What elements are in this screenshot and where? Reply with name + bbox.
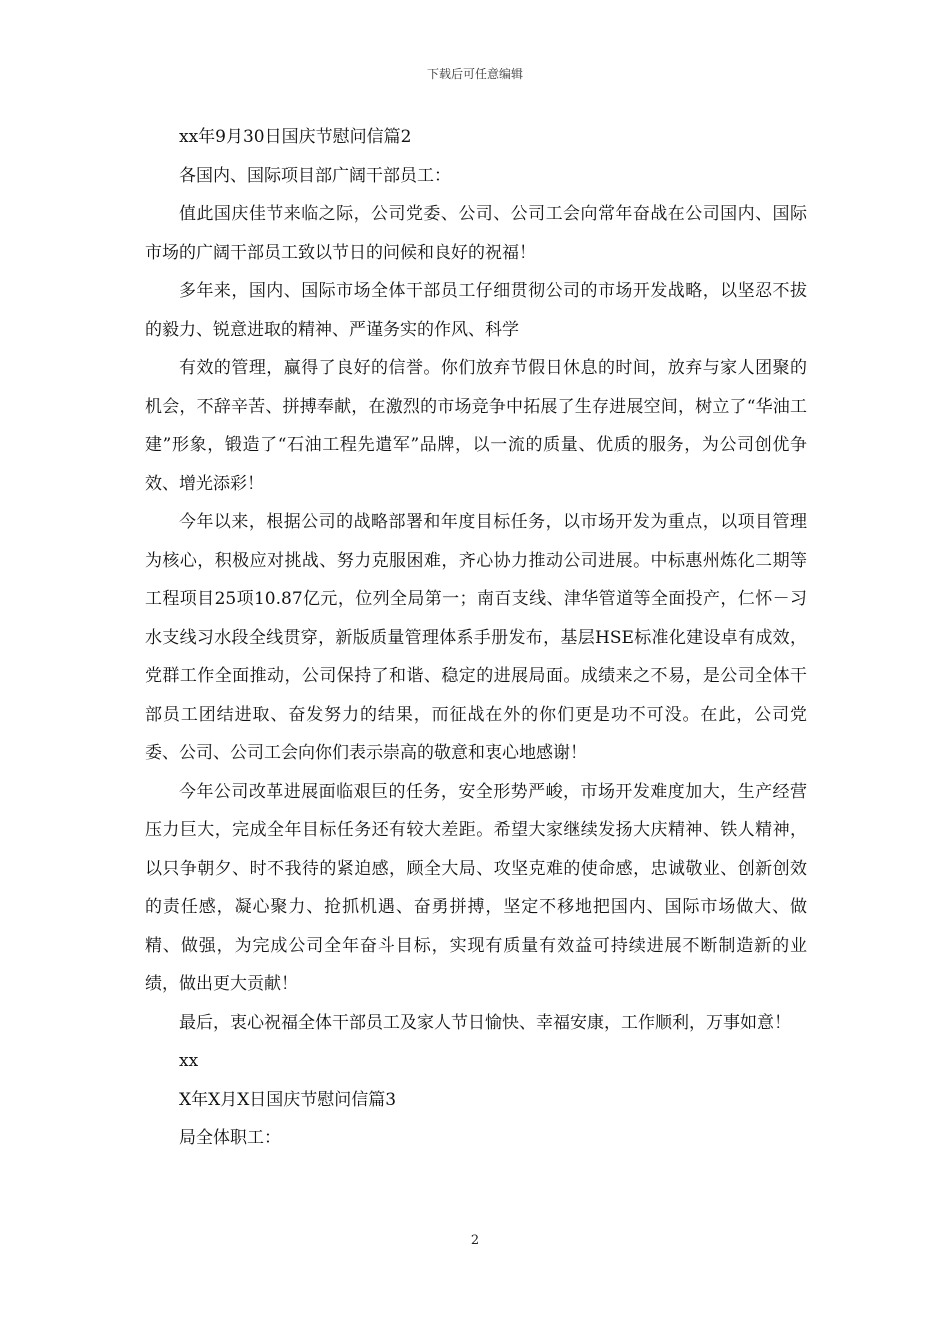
paragraph-strategy: 多年来，国内、国际市场全体干部员工仔细贯彻公司的市场开发战略，以坚忍不拔的毅力、锐意进取的精神、严谨务实的作风、科学 bbox=[145, 281, 807, 340]
next-letter-title: X年X月X日国庆节慰问信篇3 bbox=[179, 1089, 397, 1110]
page-header: 下载后可任意编辑 bbox=[426, 67, 523, 81]
letter-signature: xx bbox=[179, 1051, 199, 1071]
paragraph-greeting: 值此国庆佳节来临之际，公司党委、公司、公司工会向常年奋战在公司国内、国际市场的广阔干部员工致以节日的问候和良好的祝福！ bbox=[145, 204, 807, 263]
paragraph-achievements: 今年以来，根据公司的战略部署和年度目标任务，以市场开发为重点，以项目管理为核心，积极应对挑战、努力克服困难，齐心协力推动公司进展。中标惠州炼化二期等工程项目25项10.87亿元，位列全局第一；南百支线、津华管道等全面投产，仁怀－习水支线习水段全线贯穿，新版质量管理体系手册发布，基层HSE标准化建设卓有成效，党群工作全面推动，公司保持了和谐、稳定的进展局面。成绩来之不易，是公司全体干部员工团结进取、奋发努力的结果，而征战在外的你们更是功不可没。在此，公司党委、公司、公司工会向你们表示崇高的敬意和衷心地感谢！ bbox=[145, 512, 807, 763]
page-number: 2 bbox=[470, 1233, 480, 1248]
paragraph-challenges: 今年公司改革进展面临艰巨的任务，安全形势严峻，市场开发难度加大，生产经营压力巨大，完成全年目标任务还有较大差距。希望大家继续发扬大庆精神、铁人精神，以只争朝夕、时不我待的紧迫感，顾全大局、攻坚克难的使命感，忠诚敬业、创新创效的责任感，凝心聚力、抢抓机遇、奋勇拼搏，坚定不移地把国内、国际市场做大、做精、做强，为完成公司全年奋斗目标，实现有质量有效益可持续进展不断制造新的业绩，做出更大贡献！ bbox=[145, 781, 807, 994]
document-body bbox=[145, 118, 807, 1158]
paragraph-closing-wishes: 最后，衷心祝福全体干部员工及家人节日愉快、幸福安康，工作顺利，万事如意！ bbox=[179, 1012, 791, 1033]
next-letter-salutation: 局全体职工： bbox=[179, 1128, 281, 1148]
letter-salutation: 各国内、国际项目部广阔干部员工： bbox=[179, 165, 451, 186]
paragraph-reputation: 有效的管理，赢得了良好的信誉。你们放弃节假日休息的时间，放弃与家人团聚的机会，不辞辛苦、拼搏奉献，在激烈的市场竞争中拓展了生存进展空间，树立了“华油工建”形象，锻造了“石油工程先遣军”品牌，以一流的质量、优质的服务，为公司创优争效、增光添彩！ bbox=[145, 358, 807, 494]
letter-title: xx年9月30日国庆节慰问信篇2 bbox=[179, 127, 412, 147]
